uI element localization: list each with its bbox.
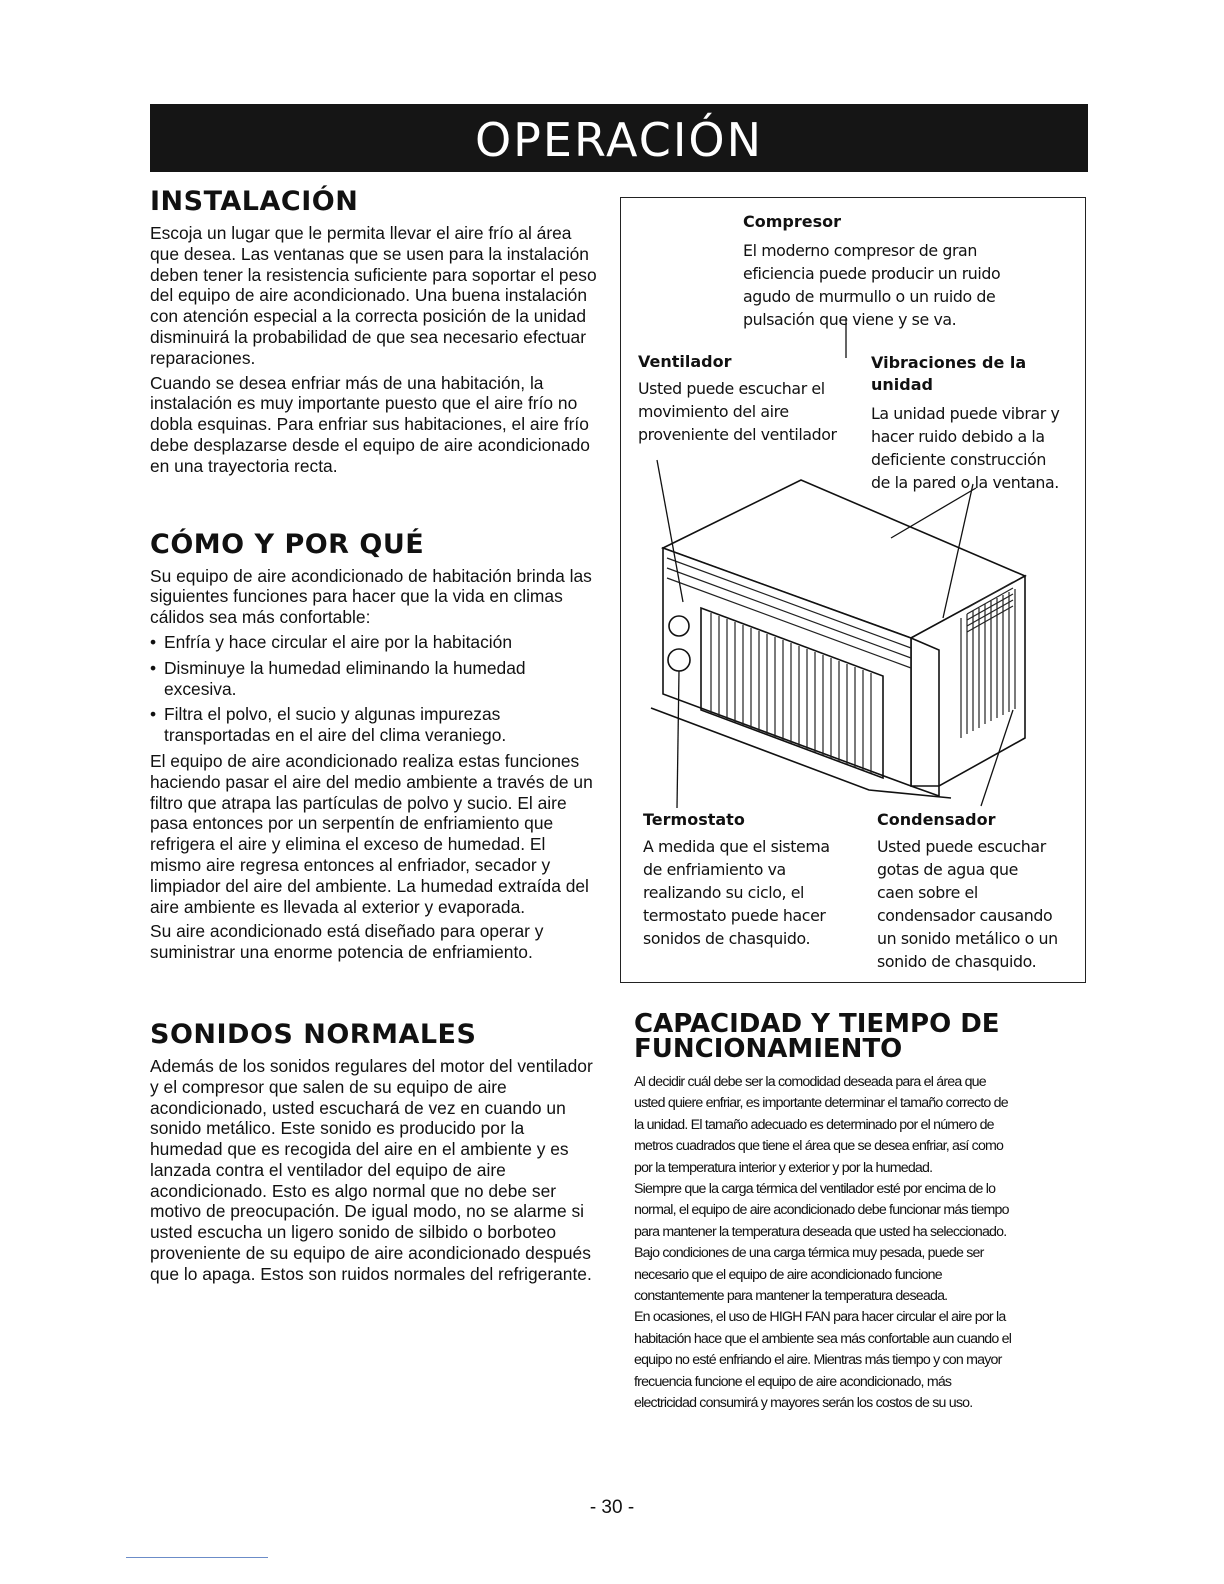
ventilador-callout [638, 352, 848, 446]
page-number: - 30 - [589, 1497, 635, 1518]
vibraciones-text: La unidad puede vibrar y hacer ruido debido a la deficiente construcción de la pared o la ventana. [871, 404, 1060, 492]
instalacion-paragraph-2: Cuando se desea enfriar más de una habitación, la instalación es muy importante puesto que el aire frío no dobla esquinas. Para enfriar sus habitaciones, el aire frío debe desplazarse desde el equipo de aire acondicionado en una trayectoria recta. [150, 372, 590, 476]
termostato-title: Termostato [643, 810, 745, 829]
ventilador-title: Ventilador [638, 352, 732, 371]
como-paragraph-2: Su aire acondicionado está diseñado para operar y suministrar una enorme potencia de enfriamiento. [150, 921, 544, 963]
como-paragraph-1: El equipo de aire acondicionado realiza estas funciones haciendo pasar el aire del medio ambiente a través de un filtro que atrapa las partículas de polvo y sucio. El aire pasa entonces por un serpentín de enfriamiento que refrigera el aire y elimina el exceso de humedad. El mismo aire regresa entonces al enfriador, secador y limpiador del aire del ambiente. La humedad extraída del aire ambiente es llevada al exterior y evaporada. [150, 750, 593, 917]
compresor-callout [743, 212, 1000, 331]
sonidos-section [150, 1019, 598, 1285]
instalacion-paragraph-1: Escoja un lugar que le permita llevar el aire frío al área que desea. Las ventanas que se usen para la instalación deben tener la resistencia suficiente para soportar el peso del equipo de aire acondicionado. Una buena instalación con atención especial a la correcta posición de la unidad disminuirá la probabilidad de que sea necesario efectuar reparaciones. [150, 223, 597, 368]
termostato-text: A medida que el sistema de enfriamiento va realizando su ciclo, el termostato puede hacer sonidos de chasquido. [643, 837, 830, 948]
condensador-callout [877, 810, 1083, 973]
sounds-diagram [620, 197, 1086, 983]
capacidad-text: Al decidir cuál debe ser la comodidad deseada para el área que usted quiere enfriar, es importante determinar el tamaño correcto de la unidad. El tamaño adecuado es determinado por el número de metros cuadrados que tiene el área que se desea enfriar, así como por la temperatura interior y exterior y por la humedad. Siempre que la carga térmica del ventilador esté por encima de lo normal, el equipo de aire acondicionado debe funcionar más tiempo para mantener la temperatura deseada que usted ha seleccionado. Bajo condiciones de una carga térmica muy pesada, puede ser necesario que el equipo de aire acondicionado funcione constantemente para mantener la temperatura deseada. En ocasiones, el uso de HIGH FAN para hacer circular el aire por la habitación hace que el ambiente sea más confortable aun cuando el equipo no esté enfriando el aire. Mientras más tiempo y con mayor frecuencia funcione el equipo de aire acondicionado, más electricidad consumirá y mayores serán los costos de su uso. [634, 1074, 1012, 1412]
condensador-title: Condensador [877, 810, 996, 829]
list-item: • Disminuye la humedad eliminando la humedad excesiva. [150, 658, 598, 700]
sonidos-heading: SONIDOS NORMALES [150, 1018, 477, 1050]
como-bullet-list [150, 632, 598, 746]
page-title-banner: OPERACIÓN [150, 104, 1088, 172]
compresor-text: El moderno compresor de gran eficiencia puede producir un ruido agudo de murmullo o un ruido de pulsación que viene y se va. [743, 241, 1001, 329]
como-section [150, 529, 598, 963]
compresor-title: Compresor [743, 212, 842, 231]
left-column [150, 186, 598, 1285]
termostato-callout [643, 810, 853, 950]
condensador-text: Usted puede escuchar gotas de agua que caen sobre el condensador causando un sonido metálico o un sonido de chasquido. [877, 837, 1058, 971]
list-item: • Filtra el polvo, el sucio y algunas impurezas transportadas en el aire del clima veraniego. [150, 704, 598, 746]
footer-divider [126, 1557, 268, 1558]
vibraciones-callout [871, 352, 1081, 494]
list-item: • Enfría y hace circular el aire por la habitación [150, 632, 598, 653]
vibraciones-title: Vibraciones de la unidad [871, 353, 1027, 394]
capacidad-heading: CAPACIDAD Y TIEMPO DE FUNCIONAMIENTO [634, 1009, 1000, 1064]
instalacion-heading: INSTALACIÓN [150, 186, 359, 217]
capacidad-section [634, 1009, 1080, 1415]
sonidos-paragraph: Además de los sonidos regulares del motor del ventilador y el compresor que salen de su equipo de aire acondicionado, usted escuchará de vez en cuando un sonido metálico. Este sonido es producido por la humedad que es recogida del aire en el ambiente y es lanzada contra el ventilador del equipo de aire acondicionado. Esto es algo normal que no debe ser motivo de preocupación. De igual modo, no se alarme si usted escucha un ligero sonido de silbido o borboteo proveniente de su equipo de aire acondicionado después que lo apaga. Estos son ruidos normales del refrigerante. [150, 1055, 593, 1284]
ventilador-text: Usted puede escuchar el movimiento del aire proveniente del ventilador [638, 379, 837, 444]
como-intro: Su equipo de aire acondicionado de habitación brinda las siguientes funciones para hacer que la vida en climas cálidos sea más confortable: [150, 565, 592, 628]
como-heading: CÓMO Y POR QUÉ [150, 528, 425, 560]
